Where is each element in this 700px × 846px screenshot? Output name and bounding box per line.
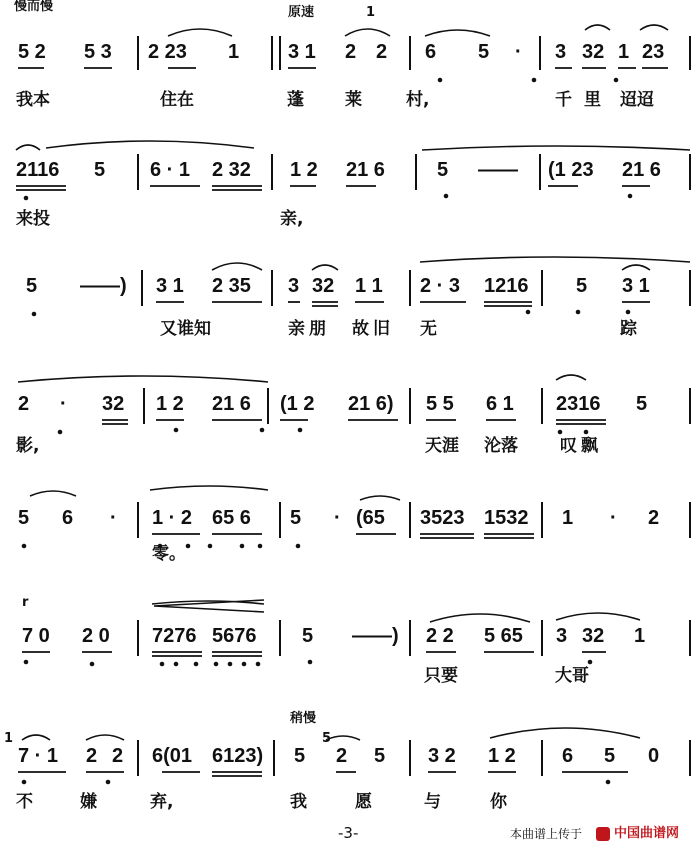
- lyric: 只要: [424, 666, 458, 686]
- lyric: 叹飘: [560, 436, 602, 456]
- slur: [420, 257, 690, 262]
- lyric: 零。: [152, 544, 186, 564]
- slur: [22, 735, 50, 740]
- octave-dot: [588, 660, 593, 665]
- lyric: 迢迢: [620, 90, 654, 110]
- note: 2 23: [148, 41, 187, 63]
- slur: [585, 25, 610, 30]
- slur: [16, 145, 40, 150]
- note: 2 35: [212, 275, 251, 297]
- note: 1: [228, 41, 240, 63]
- slur: [422, 146, 690, 150]
- note: 3: [556, 625, 568, 647]
- slur: [556, 375, 586, 380]
- note: 3523: [420, 507, 465, 529]
- lyric: 来投: [16, 209, 50, 229]
- slur: [212, 263, 262, 270]
- slur: [490, 728, 640, 738]
- octave-dot: [614, 78, 619, 83]
- note: 5: [437, 159, 449, 181]
- note: 6: [425, 41, 437, 63]
- note: 2 0: [82, 625, 110, 647]
- note: 3 1: [622, 275, 650, 297]
- slur: [168, 29, 232, 36]
- octave-dot: [532, 78, 537, 83]
- note: 1 2: [290, 159, 318, 181]
- note: 2: [112, 745, 124, 767]
- note: ——: [478, 159, 518, 181]
- octave-dot: [22, 780, 27, 785]
- octave-dot: [90, 662, 95, 667]
- octave-dot: [32, 312, 37, 317]
- note: (65: [356, 507, 385, 529]
- note: 1 · 2: [152, 507, 193, 529]
- grace-note: 1: [4, 731, 14, 746]
- note: 3: [288, 275, 300, 297]
- note: 5 3: [84, 41, 112, 63]
- note: 2 32: [212, 159, 251, 181]
- lyric: 大哥: [555, 666, 589, 686]
- note: 3 2: [428, 745, 456, 767]
- slur: [425, 30, 490, 36]
- note: 5 5: [426, 393, 454, 415]
- slur: [312, 265, 338, 270]
- note: 6 1: [486, 393, 514, 415]
- tempo-mark-start: 慢而慢: [14, 0, 54, 14]
- note: 5: [26, 275, 38, 297]
- footer-text: 本曲谱上传于: [510, 827, 583, 841]
- note: ·: [110, 507, 117, 529]
- lyric: 莱: [345, 90, 362, 110]
- note: 7 · 1: [18, 745, 59, 767]
- lyric: 又谁知: [160, 319, 211, 339]
- lyric: 故旧: [352, 319, 394, 339]
- lyric: 愿: [355, 792, 372, 812]
- note: 2: [376, 41, 388, 63]
- lyric: 与: [424, 792, 441, 812]
- note: 5 2: [18, 41, 46, 63]
- note: 6: [562, 745, 574, 767]
- octave-dot: [24, 660, 29, 665]
- octave-dot: [628, 194, 633, 199]
- note: 5676: [212, 625, 257, 647]
- lyric: 村,: [406, 90, 430, 110]
- note: 21 6): [348, 393, 394, 415]
- note: 3: [555, 41, 567, 63]
- lyric: 不: [16, 792, 33, 812]
- lyric: 踪: [620, 319, 637, 339]
- note: ·: [515, 41, 522, 63]
- note: (1 2: [280, 393, 315, 415]
- lyric: 你: [490, 792, 507, 812]
- note: ·: [610, 507, 617, 529]
- note: 1 2: [156, 393, 184, 415]
- note: 0: [648, 745, 660, 767]
- note: 5: [94, 159, 106, 181]
- note: 2: [648, 507, 660, 529]
- lyric: 无: [420, 319, 437, 339]
- lyric: 亲,: [280, 209, 304, 229]
- note: 2: [86, 745, 98, 767]
- grace-note: 5: [322, 731, 332, 746]
- note: 5: [576, 275, 588, 297]
- lyric: 千里: [555, 90, 613, 110]
- octave-dot: [174, 428, 179, 433]
- note: 6: [62, 507, 74, 529]
- note: 23: [642, 41, 665, 63]
- slur: [622, 265, 650, 270]
- note: 1 2: [488, 745, 516, 767]
- octave-dot: [576, 310, 581, 315]
- note: 6 · 1: [150, 159, 191, 181]
- note: 1 1: [355, 275, 383, 297]
- note: 32: [312, 275, 335, 297]
- note: 5: [302, 625, 314, 647]
- lyric: 住在: [160, 90, 194, 110]
- note: 7276: [152, 625, 197, 647]
- note: 6(01: [152, 745, 193, 767]
- note: 6123): [212, 745, 264, 767]
- note: 2316: [556, 393, 601, 415]
- note: 2 2: [426, 625, 454, 647]
- octave-dot: [256, 662, 261, 667]
- lyric: 我本: [16, 90, 50, 110]
- octave-dot: [106, 780, 111, 785]
- octave-dot: [296, 544, 301, 549]
- note: 2: [345, 41, 357, 63]
- note: 21 6: [622, 159, 661, 181]
- octave-dot: [584, 430, 589, 435]
- note: 5: [604, 745, 616, 767]
- slur: [360, 496, 400, 500]
- lyric: 影,: [16, 436, 40, 456]
- note: 1: [634, 625, 646, 647]
- octave-dot: [208, 544, 213, 549]
- slur: [46, 141, 254, 148]
- note: 5: [478, 41, 490, 63]
- note: 5: [374, 745, 386, 767]
- slur: [345, 29, 390, 36]
- tempo-mark-yuansu: 原速: [288, 5, 315, 20]
- note: 2: [336, 745, 348, 767]
- octave-dot: [606, 780, 611, 785]
- slur: [556, 613, 640, 620]
- octave-dot: [298, 428, 303, 433]
- note: 32: [102, 393, 125, 415]
- note: 65 6: [212, 507, 251, 529]
- note: 1: [618, 41, 630, 63]
- page-number: -3-: [338, 824, 359, 842]
- lyric: 沦落: [484, 436, 518, 456]
- octave-dot: [22, 544, 27, 549]
- octave-dot: [558, 430, 563, 435]
- octave-dot: [160, 662, 165, 667]
- note: 21 6: [212, 393, 251, 415]
- slur: [86, 735, 124, 740]
- octave-dot: [526, 310, 531, 315]
- slur: [430, 614, 530, 622]
- note: 3 1: [288, 41, 316, 63]
- note: 32: [582, 625, 605, 647]
- lyric: 天涯: [425, 436, 459, 456]
- octave-dot: [228, 662, 233, 667]
- note: 32: [582, 41, 605, 63]
- note: 2 · 3: [420, 275, 461, 297]
- octave-dot: [174, 662, 179, 667]
- note: (1 23: [548, 159, 594, 181]
- note: 5: [294, 745, 306, 767]
- note: 21 6: [346, 159, 385, 181]
- note: ——): [80, 275, 127, 297]
- slur: [18, 376, 268, 382]
- octave-dot: [24, 196, 29, 201]
- slur: [326, 736, 360, 740]
- octave-dot: [308, 660, 313, 665]
- lyric: 弃,: [150, 792, 174, 812]
- octave-dot: [58, 430, 63, 435]
- lyric: 蓬: [287, 90, 304, 110]
- octave-dot: [242, 662, 247, 667]
- octave-dot: [258, 544, 263, 549]
- note: 5: [18, 507, 30, 529]
- octave-dot: [438, 78, 443, 83]
- octave-dot: [626, 310, 631, 315]
- lyric: 嫌: [80, 792, 97, 812]
- slur: [30, 491, 76, 496]
- note: 1: [562, 507, 574, 529]
- note: 1532: [484, 507, 529, 529]
- lyric: 我: [290, 792, 307, 812]
- note: ·: [60, 393, 67, 415]
- note: 2: [18, 393, 30, 415]
- grace-mark: r: [22, 595, 29, 610]
- octave-dot: [260, 428, 265, 433]
- site-logo-icon: [596, 827, 610, 841]
- octave-dot: [194, 662, 199, 667]
- note: 5 65: [484, 625, 523, 647]
- octave-dot: [186, 544, 191, 549]
- site-logo-text[interactable]: 中国曲谱网: [614, 826, 680, 841]
- lyric: 亲朋: [288, 319, 330, 339]
- note: ·: [334, 507, 341, 529]
- grace-note: 1: [366, 5, 376, 20]
- octave-dot: [240, 544, 245, 549]
- note: 2116: [16, 159, 60, 181]
- note: 7 0: [22, 625, 50, 647]
- note: 3 1: [156, 275, 184, 297]
- octave-dot: [444, 194, 449, 199]
- tempo-mark-shaoman: 稍慢: [290, 711, 317, 726]
- slur: [640, 25, 668, 30]
- octave-dot: [214, 662, 219, 667]
- note: 1216: [484, 275, 529, 297]
- note: 5: [290, 507, 302, 529]
- note: 5: [636, 393, 648, 415]
- slur: [150, 486, 268, 490]
- note: ——): [352, 625, 399, 647]
